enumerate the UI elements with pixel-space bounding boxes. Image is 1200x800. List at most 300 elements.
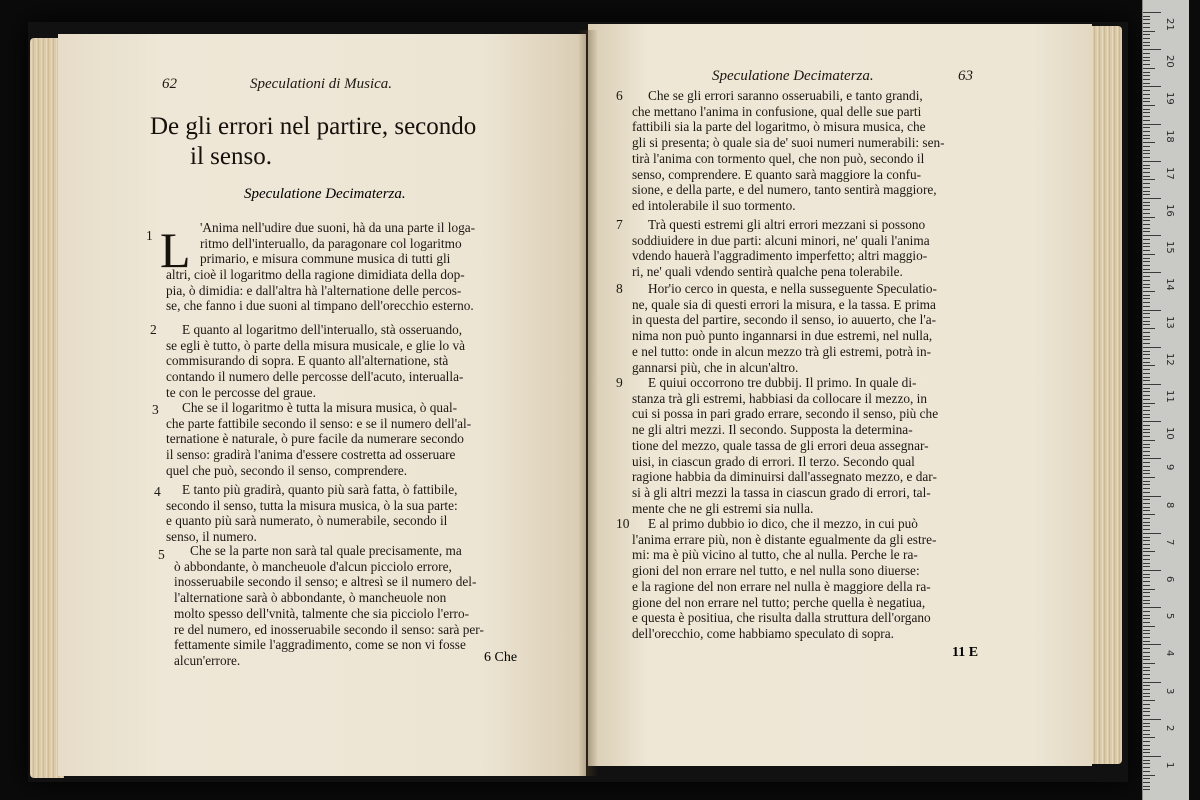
ruler-tick bbox=[1143, 518, 1150, 519]
ruler-tick bbox=[1143, 291, 1155, 292]
ruler-tick bbox=[1143, 633, 1150, 634]
ruler-tick bbox=[1143, 458, 1161, 459]
ruler-tick bbox=[1143, 596, 1150, 597]
text-line: mente che ne gli estremi sia nulla. bbox=[632, 500, 814, 516]
text-line: gannarsi più, che in alcun'altro. bbox=[632, 359, 799, 375]
text-line: e quanto più sarà numerato, ò numerabile, secondo il bbox=[166, 513, 448, 529]
ruler-tick bbox=[1143, 708, 1150, 709]
ruler-tick bbox=[1143, 269, 1150, 270]
ruler-tick bbox=[1143, 261, 1150, 262]
ruler-tick bbox=[1143, 618, 1150, 619]
ruler-tick bbox=[1143, 179, 1155, 180]
ruler-label: 10 bbox=[1164, 427, 1175, 440]
text-line: primario, e misura commune musica di tutti gli bbox=[200, 251, 451, 267]
ruler-tick bbox=[1143, 332, 1150, 333]
text-line: senso, comprendere. E quanto sarà maggiore la confu- bbox=[632, 166, 922, 182]
paragraph-number: 1 bbox=[146, 228, 153, 243]
drop-cap: L bbox=[160, 222, 191, 278]
text-line: senso, il numero. bbox=[166, 529, 257, 545]
ruler-tick bbox=[1143, 574, 1150, 575]
ruler-tick bbox=[1143, 529, 1150, 530]
ruler-tick bbox=[1143, 16, 1150, 17]
text-line: stanza trà gli estremi, habbiasi da collocare il mezzo, in bbox=[632, 390, 927, 406]
ruler-label: 5 bbox=[1164, 613, 1175, 620]
ruler-label: 1 bbox=[1164, 762, 1175, 769]
ruler-tick bbox=[1143, 90, 1150, 91]
ruler-label: 12 bbox=[1164, 352, 1175, 366]
text-line: e nel tutto: onde in alcun mezzo trà gli estremi, potrà in- bbox=[632, 343, 932, 359]
text-line: E al primo dubbio io dico, che il mezzo, in cui può bbox=[648, 516, 918, 531]
ruler-tick bbox=[1143, 228, 1150, 229]
ruler-tick bbox=[1143, 98, 1150, 99]
ruler-tick bbox=[1143, 336, 1150, 337]
ruler-tick bbox=[1143, 719, 1161, 720]
ruler-tick bbox=[1143, 410, 1150, 411]
ruler-tick bbox=[1143, 12, 1161, 13]
ruler-tick bbox=[1143, 451, 1150, 452]
ruler-tick bbox=[1143, 406, 1150, 407]
ruler-tick bbox=[1143, 365, 1155, 366]
ruler-tick bbox=[1143, 191, 1150, 192]
ruler-tick bbox=[1143, 421, 1161, 422]
ruler-tick bbox=[1143, 581, 1150, 582]
ruler-tick bbox=[1143, 503, 1150, 504]
ruler-tick bbox=[1143, 637, 1150, 638]
ruler-tick bbox=[1143, 603, 1150, 604]
ruler-tick bbox=[1143, 704, 1150, 705]
ruler-tick bbox=[1143, 202, 1150, 203]
ruler-tick bbox=[1143, 205, 1150, 206]
text-line: il senso: gradirà l'anima d'essere costretta ad osseruare bbox=[166, 447, 456, 463]
text-line: soddiuidere in due parti: alcuni minori, ne' quali l'anima bbox=[632, 232, 930, 248]
text-line: ternatione è naturale, ò pure facile da numerare secondo bbox=[166, 431, 464, 447]
ruler-tick bbox=[1143, 577, 1150, 578]
ruler-tick bbox=[1143, 302, 1150, 303]
ruler-label: 9 bbox=[1164, 464, 1175, 471]
book-gutter bbox=[578, 30, 598, 776]
ruler-tick bbox=[1143, 250, 1150, 251]
left-running-head: Speculationi di Musica. bbox=[250, 76, 393, 92]
ruler-tick bbox=[1143, 592, 1150, 593]
ruler-tick bbox=[1143, 771, 1150, 772]
ruler-tick bbox=[1143, 131, 1150, 132]
ruler-tick bbox=[1143, 525, 1150, 526]
text-line: se egli è tutto, ò parte della misura musicale, e glie lo và bbox=[166, 337, 466, 353]
ruler-tick bbox=[1143, 142, 1155, 143]
ruler-tick bbox=[1143, 34, 1150, 35]
ruler-label: 3 bbox=[1164, 687, 1175, 694]
ruler-tick bbox=[1143, 194, 1150, 195]
ruler-tick bbox=[1143, 477, 1155, 478]
ruler-tick bbox=[1143, 689, 1150, 690]
text-line: Che se la parte non sarà tal quale precisamente, ma bbox=[190, 543, 462, 558]
ruler-tick bbox=[1143, 217, 1155, 218]
ruler-tick bbox=[1143, 760, 1150, 761]
text-line: fettamente simile l'aggradimento, come se non vi fosse bbox=[174, 637, 466, 653]
ruler-tick bbox=[1143, 79, 1150, 80]
ruler-tick bbox=[1143, 258, 1150, 259]
ruler-tick bbox=[1143, 674, 1150, 675]
ruler-tick bbox=[1143, 19, 1150, 20]
ruler-tick bbox=[1143, 324, 1150, 325]
text-line: contando il numero delle percosse dell'acuto, interualla- bbox=[166, 369, 464, 385]
ruler-tick bbox=[1143, 243, 1150, 244]
ruler-tick bbox=[1143, 432, 1150, 433]
ruler-label: 11 bbox=[1164, 390, 1175, 403]
ruler-label: 21 bbox=[1164, 18, 1175, 31]
ruler-tick bbox=[1143, 473, 1150, 474]
text-line: gli si presenta; ò quale sia de' suoi numeri numerabili: sen- bbox=[632, 135, 945, 151]
ruler-tick bbox=[1143, 499, 1150, 500]
ruler-tick bbox=[1143, 693, 1150, 694]
ruler-tick bbox=[1143, 399, 1150, 400]
ruler-tick bbox=[1143, 663, 1155, 664]
ruler-tick bbox=[1143, 786, 1150, 787]
ruler-tick bbox=[1143, 652, 1150, 653]
text-line: se, che fanno i due suoni al timpano dell'orecchio esterno. bbox=[166, 298, 474, 314]
ruler-tick bbox=[1143, 317, 1150, 318]
text-line: gioni del non errare nel tutto, e nel nulla sono diuerse: bbox=[632, 563, 920, 579]
text-line: fattibili sia la parte del logaritmo, ò misura musica, che bbox=[632, 119, 926, 135]
ruler-tick bbox=[1143, 187, 1150, 188]
ruler-tick bbox=[1143, 540, 1150, 541]
ruler-tick bbox=[1143, 700, 1155, 701]
ruler-label: 13 bbox=[1164, 315, 1175, 329]
ruler-tick bbox=[1143, 436, 1150, 437]
chapter-title bbox=[150, 112, 520, 172]
ruler-tick bbox=[1143, 417, 1150, 418]
text-line: te con le percosse del graue. bbox=[166, 384, 316, 400]
paragraph-number: 4 bbox=[154, 484, 161, 499]
paragraph-number: 8 bbox=[616, 281, 623, 296]
ruler-tick bbox=[1143, 745, 1150, 746]
ruler-tick bbox=[1143, 670, 1150, 671]
text-line: l'anima errare più, non è distante egualmente da gli estre- bbox=[632, 531, 937, 547]
text-line: Che se gli errori saranno osseruabili, e tanto grandi, bbox=[648, 88, 923, 103]
ruler-tick bbox=[1143, 57, 1150, 58]
text-line: uisi, in ciascun grado di errori. Il terzo. Secondo qual bbox=[632, 453, 915, 469]
ruler-tick bbox=[1143, 354, 1150, 355]
ruler-tick bbox=[1143, 737, 1155, 738]
text-line: re del numero, ed inosseruabile secondo il senso: sarà per- bbox=[174, 621, 484, 637]
ruler-tick bbox=[1143, 566, 1150, 567]
ruler-tick bbox=[1143, 27, 1150, 28]
ruler-tick bbox=[1143, 734, 1150, 735]
text-line: quel che può, secondo il senso, comprendere. bbox=[166, 462, 408, 478]
ruler-tick bbox=[1143, 447, 1150, 448]
text-line: E quanto al logaritmo dell'interuallo, stà osseruando, bbox=[182, 322, 463, 337]
ruler-tick bbox=[1143, 730, 1150, 731]
ruler-label: 2 bbox=[1164, 724, 1175, 732]
ruler-tick bbox=[1143, 276, 1150, 277]
chapter-subtitle: Speculatione Decimaterza. bbox=[244, 186, 406, 202]
text-line: E tanto più gradirà, quanto più sarà fatta, ò fattibile, bbox=[182, 482, 458, 497]
ruler-tick bbox=[1143, 380, 1150, 381]
ruler-tick bbox=[1143, 414, 1150, 415]
ruler-tick bbox=[1143, 659, 1150, 660]
ruler-tick bbox=[1143, 548, 1150, 549]
ruler-tick bbox=[1143, 343, 1150, 344]
signature-mark: 11 E bbox=[952, 645, 979, 660]
ruler-tick bbox=[1143, 220, 1150, 221]
text-line: cui si possa in pari grado errare, secondo il senso, più che bbox=[632, 406, 939, 422]
ruler-tick bbox=[1143, 696, 1150, 697]
ruler-tick bbox=[1143, 555, 1150, 556]
ruler-tick bbox=[1143, 789, 1150, 790]
text-line: Trà questi estremi gli altri errori mezzani si possono bbox=[648, 217, 926, 232]
paragraph-number: 2 bbox=[150, 322, 157, 337]
ruler-tick bbox=[1143, 45, 1150, 46]
ruler-tick bbox=[1143, 585, 1150, 586]
ruler-tick bbox=[1143, 570, 1161, 571]
ruler-tick bbox=[1143, 611, 1150, 612]
text-line: inosseruabile secondo il senso; e altresì se il numero del- bbox=[174, 574, 477, 590]
ruler-tick bbox=[1143, 563, 1150, 564]
ruler-tick bbox=[1143, 38, 1150, 39]
ruler-tick bbox=[1143, 656, 1150, 657]
ruler-tick bbox=[1143, 384, 1161, 385]
ruler-tick bbox=[1143, 630, 1150, 631]
ruler-label: 18 bbox=[1164, 129, 1175, 143]
ruler-tick bbox=[1143, 362, 1150, 363]
paragraph-number: 9 bbox=[616, 375, 623, 390]
ruler-tick bbox=[1143, 711, 1150, 712]
ruler-tick bbox=[1143, 358, 1150, 359]
ruler-tick bbox=[1143, 49, 1161, 50]
ruler-tick bbox=[1143, 522, 1150, 523]
catchword: 6 Che bbox=[484, 650, 518, 665]
ruler-tick bbox=[1143, 778, 1150, 779]
ruler-tick bbox=[1143, 42, 1150, 43]
text-line: ri, ne' quali vdendo sentirà qualche pena tolerabile. bbox=[632, 264, 903, 280]
ruler-tick bbox=[1143, 68, 1155, 69]
ruler-tick bbox=[1143, 600, 1150, 601]
text-line: ne gli altri mezzi. Il secondo. Supposta la determina- bbox=[632, 422, 913, 438]
ruler-tick bbox=[1143, 626, 1155, 627]
text-line: commisurando di sopra. E quanto all'alternatione, stà bbox=[166, 353, 449, 369]
ruler-label: 4 bbox=[1164, 650, 1175, 657]
text-line: 'Anima nell'udire due suoni, hà da una parte il loga- bbox=[200, 220, 476, 235]
text-line: si à gli altri mezzi la tassa in ciascun grado di errori, tal- bbox=[632, 484, 931, 500]
ruler-tick bbox=[1143, 246, 1150, 247]
ruler-tick bbox=[1143, 339, 1150, 340]
ruler-tick bbox=[1143, 94, 1150, 95]
text-line: ne, quale sia di questi errori la misura, e la tassa. E prima bbox=[632, 296, 936, 312]
ruler-tick bbox=[1143, 514, 1155, 515]
ruler-tick bbox=[1143, 146, 1150, 147]
ruler-tick bbox=[1143, 280, 1150, 281]
text-line: E quiui occorrono tre dubbij. Il primo. In quale di- bbox=[648, 375, 917, 390]
ruler-tick bbox=[1143, 321, 1150, 322]
ruler-label: 7 bbox=[1164, 538, 1175, 546]
ruler-tick bbox=[1143, 682, 1161, 683]
ruler-tick bbox=[1143, 213, 1150, 214]
ruler-tick bbox=[1143, 752, 1150, 753]
ruler-tick bbox=[1143, 265, 1150, 266]
ruler-tick bbox=[1143, 138, 1150, 139]
text-line: ò abbondante, ò mancheuole d'alcun picciolo errore, bbox=[174, 558, 452, 574]
ruler-tick bbox=[1143, 429, 1150, 430]
ruler-tick bbox=[1143, 287, 1150, 288]
ruler-tick bbox=[1143, 306, 1150, 307]
text-line: in questa del partire, secondo il senso, io auuerto, che l'a- bbox=[632, 312, 937, 328]
ruler-label: 17 bbox=[1164, 166, 1175, 180]
ruler-tick bbox=[1143, 715, 1150, 716]
text-line: Hor'io cerco in questa, e nella susseguente Speculatio- bbox=[648, 281, 937, 296]
ruler-tick bbox=[1143, 644, 1161, 645]
text-line: Che se il logaritmo è tutta la misura musica, ò qual- bbox=[182, 400, 458, 415]
ruler-tick bbox=[1143, 782, 1150, 783]
ruler-tick bbox=[1143, 127, 1150, 128]
text-line: tione del mezzo, quale tassa de gli errori deua assegnar- bbox=[632, 437, 929, 453]
text-line: che parte fattibile secondo il senso: e se il numero dell'al- bbox=[166, 415, 472, 431]
ruler-tick bbox=[1143, 444, 1150, 445]
ruler-tick bbox=[1143, 403, 1155, 404]
ruler-tick bbox=[1143, 484, 1150, 485]
text-line: secondo il senso, tutta la misura musica, ò la sua parte: bbox=[166, 497, 458, 513]
text-line: pia, ò dimidia: e dall'altra hà l'alternatione delle percos- bbox=[166, 282, 462, 298]
ruler-tick bbox=[1143, 507, 1150, 508]
ruler-tick bbox=[1143, 172, 1150, 173]
text-line: l'alternatione sarà ò abbondante, ò mancheuole non bbox=[174, 590, 447, 606]
ruler-tick bbox=[1143, 648, 1150, 649]
ruler-tick bbox=[1143, 455, 1150, 456]
text-line: molto spesso dell'vnità, talmente che sia picciolo l'erro- bbox=[174, 605, 470, 621]
ruler-tick bbox=[1143, 86, 1161, 87]
ruler-tick bbox=[1143, 272, 1161, 273]
ruler-label: 14 bbox=[1164, 278, 1175, 292]
ruler-tick bbox=[1143, 641, 1150, 642]
ruler-tick bbox=[1143, 615, 1150, 616]
ruler-tick bbox=[1143, 231, 1150, 232]
ruler-tick bbox=[1143, 667, 1150, 668]
ruler-tick bbox=[1143, 373, 1150, 374]
ruler-tick bbox=[1143, 53, 1150, 54]
chapter-title-line-1: De gli errori nel partire, secondo bbox=[150, 113, 477, 140]
ruler-tick bbox=[1143, 168, 1150, 169]
ruler-tick bbox=[1143, 462, 1150, 463]
text-line: sione, e della parte, e del numero, tanto sentirà maggiore, bbox=[632, 182, 937, 198]
ruler-tick bbox=[1143, 391, 1150, 392]
ruler-tick bbox=[1143, 756, 1161, 757]
ruler-tick bbox=[1143, 496, 1161, 497]
ruler-tick bbox=[1143, 109, 1150, 110]
ruler-tick bbox=[1143, 64, 1150, 65]
ruler-tick bbox=[1143, 183, 1150, 184]
text-line: ed intolerabile il suo tormento. bbox=[632, 197, 796, 213]
ruler-tick bbox=[1143, 176, 1150, 177]
ruler-tick bbox=[1143, 165, 1150, 166]
paragraph-number: 5 bbox=[158, 547, 165, 562]
ruler-tick bbox=[1143, 481, 1150, 482]
ruler-tick bbox=[1143, 395, 1150, 396]
ruler-tick bbox=[1143, 589, 1155, 590]
ruler-tick bbox=[1143, 466, 1150, 467]
ruler-tick bbox=[1143, 425, 1150, 426]
text-line: che mettano l'anima in confusione, qual delle sue parti bbox=[632, 103, 922, 119]
left-page-number: 62 bbox=[162, 76, 177, 92]
ruler-label: 15 bbox=[1164, 241, 1175, 254]
ruler-tick bbox=[1143, 161, 1161, 162]
ruler-tick bbox=[1143, 347, 1161, 348]
ruler-tick bbox=[1143, 775, 1155, 776]
paragraph-number: 7 bbox=[616, 217, 623, 232]
chapter-title-line-2: il senso. bbox=[190, 143, 272, 170]
ruler-tick bbox=[1143, 313, 1150, 314]
ruler-tick bbox=[1143, 198, 1161, 199]
ruler-tick bbox=[1143, 105, 1155, 106]
paragraph-number: 6 bbox=[616, 88, 623, 103]
ruler-tick bbox=[1143, 607, 1161, 608]
text-line: altri, cioè il logaritmo della ragione dimidiata della dop- bbox=[166, 267, 465, 282]
ruler-tick bbox=[1143, 726, 1150, 727]
text-line: nima non può punto ingannarsi in due estremi, nel nulla, bbox=[632, 328, 933, 344]
ruler-tick bbox=[1143, 310, 1161, 311]
ruler-tick bbox=[1143, 537, 1150, 538]
ruler-tick bbox=[1143, 533, 1161, 534]
ruler-tick bbox=[1143, 388, 1150, 389]
ruler-tick bbox=[1143, 116, 1150, 117]
ruler-tick bbox=[1143, 351, 1150, 352]
ruler-tick bbox=[1143, 328, 1155, 329]
ruler-tick bbox=[1143, 224, 1150, 225]
ruler-tick bbox=[1143, 254, 1155, 255]
text-line: alcun'errore. bbox=[174, 652, 241, 668]
text-line: mi: ma è più vicino al tutto, che al nulla. Perche le ra- bbox=[632, 547, 918, 563]
ruler-tick bbox=[1143, 369, 1150, 370]
ruler-tick bbox=[1143, 150, 1150, 151]
ruler-tick bbox=[1143, 488, 1150, 489]
ruler-tick bbox=[1143, 510, 1150, 511]
ruler-tick bbox=[1143, 124, 1161, 125]
ruler-tick bbox=[1143, 544, 1150, 545]
ruler-tick bbox=[1143, 60, 1150, 61]
ruler-tick bbox=[1143, 135, 1150, 136]
text-line: ritmo dell'interuallo, da paragonare col logaritmo bbox=[200, 235, 462, 251]
ruler-tick bbox=[1143, 741, 1150, 742]
ruler-tick bbox=[1143, 492, 1150, 493]
ruler-tick bbox=[1143, 470, 1150, 471]
text-line: gione del non errare nel tutto; perche quella è negatiua, bbox=[632, 594, 926, 610]
ruler-tick bbox=[1143, 157, 1150, 158]
paragraph-number: 3 bbox=[152, 402, 159, 417]
ruler-tick bbox=[1143, 622, 1150, 623]
paragraph-number: 10 bbox=[616, 516, 630, 531]
ruler-tick bbox=[1143, 83, 1150, 84]
ruler-tick bbox=[1143, 440, 1155, 441]
text-line: e la ragione del non errare nel nulla è maggiore della ra- bbox=[632, 578, 931, 594]
right-running-head: Speculatione Decimaterza. bbox=[712, 68, 874, 84]
ruler-label: 19 bbox=[1164, 92, 1175, 106]
ruler-tick bbox=[1143, 23, 1150, 24]
ruler-tick bbox=[1143, 551, 1155, 552]
ruler-label: 16 bbox=[1164, 204, 1175, 217]
ruler-tick bbox=[1143, 112, 1150, 113]
ruler-tick bbox=[1143, 377, 1150, 378]
ruler-tick bbox=[1143, 284, 1150, 285]
ruler-tick bbox=[1143, 749, 1150, 750]
text-line: ragione habbia da diminuirsi dall'assegnato mezzo, e dar- bbox=[632, 469, 937, 485]
ruler-tick bbox=[1143, 298, 1150, 299]
ruler-tick bbox=[1143, 678, 1150, 679]
ruler-tick bbox=[1143, 723, 1150, 724]
ruler-tick bbox=[1143, 239, 1150, 240]
ruler-label: 8 bbox=[1164, 501, 1175, 508]
ruler-label: 20 bbox=[1164, 55, 1175, 68]
ruler-tick bbox=[1143, 559, 1150, 560]
ruler-tick bbox=[1143, 31, 1155, 32]
ruler-tick bbox=[1143, 685, 1150, 686]
